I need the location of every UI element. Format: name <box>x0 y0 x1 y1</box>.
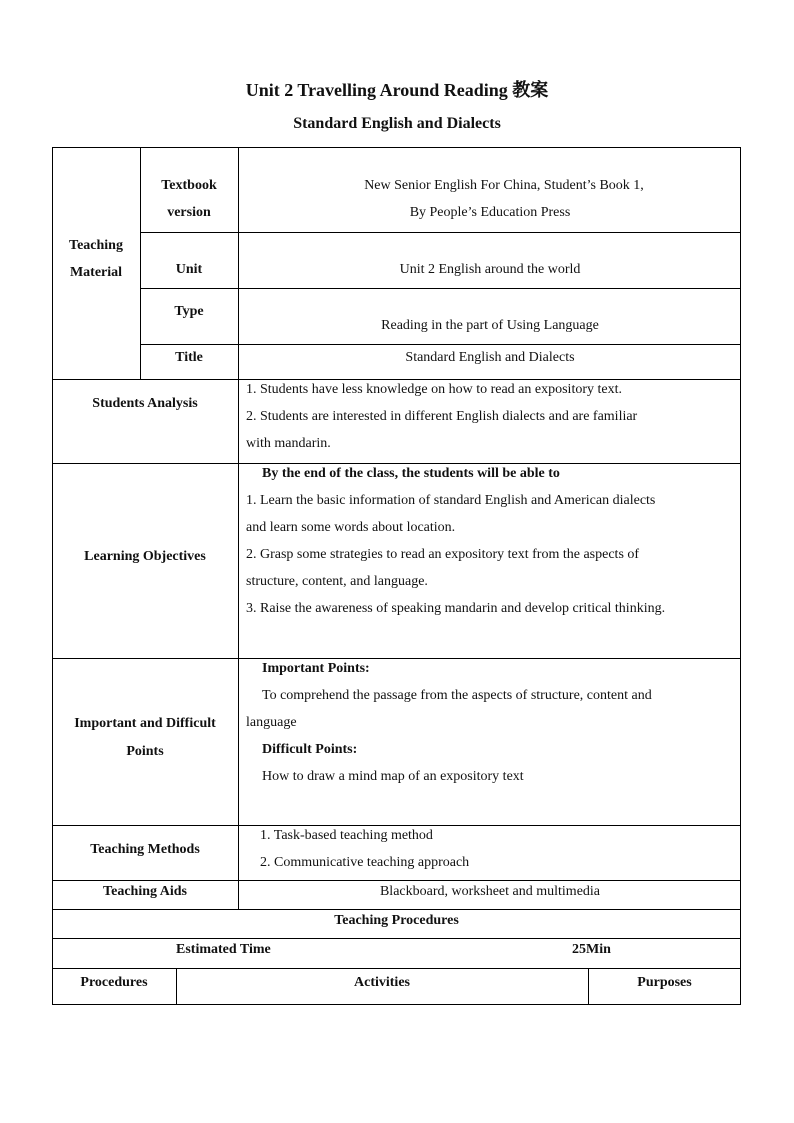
title-value: Standard English and Dialects <box>405 350 575 365</box>
teaching-method-item: 2. Communicative teaching approach <box>260 855 470 870</box>
students-analysis-text <box>246 376 736 457</box>
unit-value: Unit 2 English around the world <box>399 262 581 277</box>
column-header-procedures: Procedures <box>80 975 148 990</box>
students-analysis-line: 2. Students are interested in different English dialects and are familiar <box>246 409 638 424</box>
learning-objective-line: and learn some words about location. <box>246 520 456 535</box>
teaching-method-item: 1. Task-based teaching method <box>260 828 433 843</box>
title-label: Title <box>175 350 203 365</box>
textbook-version-line: New Senior English For China, Student’s Book 1, <box>364 178 644 193</box>
estimated-time-label: Estimated Time <box>176 942 271 957</box>
students-analysis-line: 1. Students have less knowledge on how to read an expository text. <box>246 382 622 397</box>
type-label: Type <box>174 304 204 319</box>
learning-objective-line: 3. Raise the awareness of speaking mandarin and develop critical thinking. <box>246 601 666 616</box>
difficult-points-heading: Difficult Points: <box>262 742 358 757</box>
teaching-aids-value: Blackboard, worksheet and multimedia <box>379 884 601 899</box>
learning-objectives-lead: By the end of the class, the students will be able to <box>262 466 560 481</box>
learning-objective-line: 1. Learn the basic information of standard English and American dialects <box>246 493 656 508</box>
unit-label: Unit <box>175 262 203 277</box>
textbook-version-label: Textbook version <box>161 178 217 220</box>
teaching-methods-list <box>260 822 730 876</box>
teaching-methods-label: Teaching Methods <box>90 842 200 857</box>
important-difficult-label: Important and Difficult Points <box>74 716 216 759</box>
column-header-purposes: Purposes <box>637 975 692 990</box>
important-difficult-text <box>246 655 736 790</box>
teaching-aids-label: Teaching Aids <box>103 884 187 899</box>
important-points-line: language <box>246 715 297 730</box>
estimated-time-value: 25Min <box>572 942 611 957</box>
textbook-version-value <box>240 172 740 226</box>
column-header-activities: Activities <box>354 975 410 990</box>
difficult-points-text: How to draw a mind map of an expository text <box>262 769 524 784</box>
type-value: Reading in the part of Using Language <box>381 318 599 333</box>
students-analysis-label: Students Analysis <box>92 396 198 411</box>
teaching-material-label: Teaching Material <box>69 238 123 280</box>
document-subtitle: Standard English and Dialects <box>293 115 501 132</box>
learning-objectives-label: Learning Objectives <box>84 549 206 564</box>
learning-objective-line: 2. Grasp some strategies to read an expository text from the aspects of <box>246 547 640 562</box>
learning-objectives-text <box>246 460 736 622</box>
important-points-heading: Important Points: <box>262 661 370 676</box>
teaching-procedures-heading: Teaching Procedures <box>334 913 459 928</box>
document-title: Unit 2 Travelling Around Reading 教案 <box>245 80 549 100</box>
students-analysis-line: with mandarin. <box>246 436 331 451</box>
textbook-version-line: By People’s Education Press <box>409 205 571 220</box>
important-points-line: To comprehend the passage from the aspects of structure, content and <box>262 688 652 703</box>
learning-objective-line: structure, content, and language. <box>246 574 428 589</box>
